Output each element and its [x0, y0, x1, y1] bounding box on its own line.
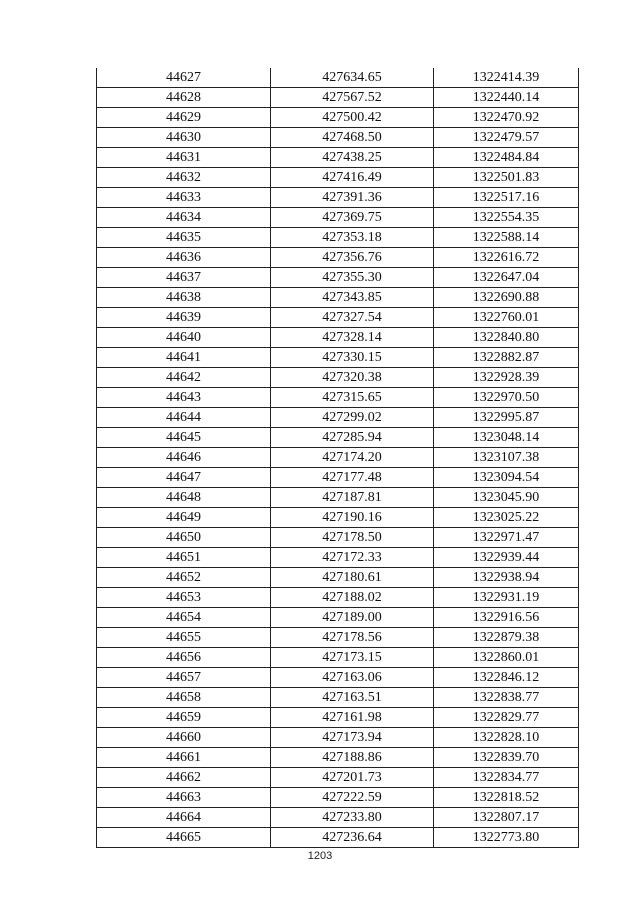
y-coordinate-cell: 1322931.19 — [434, 588, 579, 608]
page-number: 1203 — [307, 850, 333, 862]
y-coordinate-cell: 1323048.14 — [434, 428, 579, 448]
table-row — [97, 128, 579, 148]
point-id-cell: 44630 — [97, 128, 271, 148]
x-coordinate-cell: 427330.15 — [271, 348, 434, 368]
point-id-cell: 44643 — [97, 388, 271, 408]
y-coordinate-cell: 1322554.35 — [434, 208, 579, 228]
point-id-cell: 44640 — [97, 328, 271, 348]
table-row — [97, 448, 579, 468]
table-row — [97, 308, 579, 328]
y-coordinate-cell: 1322828.10 — [434, 728, 579, 748]
y-coordinate-cell: 1322839.70 — [434, 748, 579, 768]
x-coordinate-cell: 427567.52 — [271, 88, 434, 108]
x-coordinate-cell: 427353.18 — [271, 228, 434, 248]
point-id-cell: 44662 — [97, 768, 271, 788]
x-coordinate-cell: 427188.86 — [271, 748, 434, 768]
y-coordinate-cell: 1322588.14 — [434, 228, 579, 248]
y-coordinate-cell: 1322971.47 — [434, 528, 579, 548]
x-coordinate-cell: 427328.14 — [271, 328, 434, 348]
x-coordinate-cell: 427343.85 — [271, 288, 434, 308]
x-coordinate-cell: 427233.80 — [271, 808, 434, 828]
table-row — [97, 108, 579, 128]
y-coordinate-cell: 1322479.57 — [434, 128, 579, 148]
point-id-cell: 44657 — [97, 668, 271, 688]
table-row — [97, 168, 579, 188]
y-coordinate-cell: 1322501.83 — [434, 168, 579, 188]
x-coordinate-cell: 427222.59 — [271, 788, 434, 808]
x-coordinate-cell: 427187.81 — [271, 488, 434, 508]
table-row — [97, 688, 579, 708]
x-coordinate-cell: 427161.98 — [271, 708, 434, 728]
y-coordinate-cell: 1322647.04 — [434, 268, 579, 288]
point-id-cell: 44644 — [97, 408, 271, 428]
table-row — [97, 188, 579, 208]
y-coordinate-cell: 1322846.12 — [434, 668, 579, 688]
table-row — [97, 488, 579, 508]
point-id-cell: 44633 — [97, 188, 271, 208]
y-coordinate-cell: 1322440.14 — [434, 88, 579, 108]
point-id-cell: 44659 — [97, 708, 271, 728]
point-id-cell: 44647 — [97, 468, 271, 488]
y-coordinate-cell: 1322414.39 — [434, 68, 579, 88]
x-coordinate-cell: 427356.76 — [271, 248, 434, 268]
point-id-cell: 44635 — [97, 228, 271, 248]
x-coordinate-cell: 427177.48 — [271, 468, 434, 488]
table-row — [97, 768, 579, 788]
y-coordinate-cell: 1323025.22 — [434, 508, 579, 528]
point-id-cell: 44639 — [97, 308, 271, 328]
table-row — [97, 348, 579, 368]
point-id-cell: 44650 — [97, 528, 271, 548]
x-coordinate-cell: 427391.36 — [271, 188, 434, 208]
y-coordinate-cell: 1322938.94 — [434, 568, 579, 588]
table-row — [97, 628, 579, 648]
point-id-cell: 44652 — [97, 568, 271, 588]
point-id-cell: 44653 — [97, 588, 271, 608]
point-id-cell: 44651 — [97, 548, 271, 568]
table-row — [97, 288, 579, 308]
y-coordinate-cell: 1322840.80 — [434, 328, 579, 348]
table-row — [97, 428, 579, 448]
y-coordinate-cell: 1322970.50 — [434, 388, 579, 408]
table-row — [97, 368, 579, 388]
coordinates-table-body — [97, 68, 579, 848]
point-id-cell: 44646 — [97, 448, 271, 468]
y-coordinate-cell: 1322484.84 — [434, 148, 579, 168]
y-coordinate-cell: 1322829.77 — [434, 708, 579, 728]
x-coordinate-cell: 427320.38 — [271, 368, 434, 388]
y-coordinate-cell: 1322879.38 — [434, 628, 579, 648]
y-coordinate-cell: 1322860.01 — [434, 648, 579, 668]
y-coordinate-cell: 1322834.77 — [434, 768, 579, 788]
x-coordinate-cell: 427188.02 — [271, 588, 434, 608]
x-coordinate-cell: 427236.64 — [271, 828, 434, 848]
table-row — [97, 788, 579, 808]
y-coordinate-cell: 1322838.77 — [434, 688, 579, 708]
table-row — [97, 88, 579, 108]
table-row — [97, 208, 579, 228]
y-coordinate-cell: 1322760.01 — [434, 308, 579, 328]
table-row — [97, 828, 579, 848]
y-coordinate-cell: 1323094.54 — [434, 468, 579, 488]
table-row — [97, 388, 579, 408]
table-row — [97, 408, 579, 428]
x-coordinate-cell: 427163.06 — [271, 668, 434, 688]
x-coordinate-cell: 427201.73 — [271, 768, 434, 788]
table-row — [97, 748, 579, 768]
point-id-cell: 44634 — [97, 208, 271, 228]
table-row — [97, 68, 579, 88]
x-coordinate-cell: 427189.00 — [271, 608, 434, 628]
point-id-cell: 44663 — [97, 788, 271, 808]
table-row — [97, 248, 579, 268]
y-coordinate-cell: 1322690.88 — [434, 288, 579, 308]
point-id-cell: 44627 — [97, 68, 271, 88]
x-coordinate-cell: 427180.61 — [271, 568, 434, 588]
x-coordinate-cell: 427416.49 — [271, 168, 434, 188]
x-coordinate-cell: 427173.94 — [271, 728, 434, 748]
table-row — [97, 708, 579, 728]
point-id-cell: 44658 — [97, 688, 271, 708]
point-id-cell: 44665 — [97, 828, 271, 848]
table-row — [97, 508, 579, 528]
point-id-cell: 44637 — [97, 268, 271, 288]
y-coordinate-cell: 1322773.80 — [434, 828, 579, 848]
x-coordinate-cell: 427172.33 — [271, 548, 434, 568]
y-coordinate-cell: 1322807.17 — [434, 808, 579, 828]
x-coordinate-cell: 427327.54 — [271, 308, 434, 328]
x-coordinate-cell: 427285.94 — [271, 428, 434, 448]
x-coordinate-cell: 427178.56 — [271, 628, 434, 648]
x-coordinate-cell: 427438.25 — [271, 148, 434, 168]
point-id-cell: 44629 — [97, 108, 271, 128]
y-coordinate-cell: 1322470.92 — [434, 108, 579, 128]
table-row — [97, 468, 579, 488]
table-row — [97, 608, 579, 628]
point-id-cell: 44638 — [97, 288, 271, 308]
x-coordinate-cell: 427173.15 — [271, 648, 434, 668]
point-id-cell: 44655 — [97, 628, 271, 648]
table-row — [97, 588, 579, 608]
y-coordinate-cell: 1322916.56 — [434, 608, 579, 628]
x-coordinate-cell: 427315.65 — [271, 388, 434, 408]
point-id-cell: 44654 — [97, 608, 271, 628]
point-id-cell: 44656 — [97, 648, 271, 668]
x-coordinate-cell: 427355.30 — [271, 268, 434, 288]
point-id-cell: 44661 — [97, 748, 271, 768]
table-row — [97, 648, 579, 668]
y-coordinate-cell: 1323107.38 — [434, 448, 579, 468]
x-coordinate-cell: 427174.20 — [271, 448, 434, 468]
table-row — [97, 668, 579, 688]
point-id-cell: 44664 — [97, 808, 271, 828]
y-coordinate-cell: 1323045.90 — [434, 488, 579, 508]
table-row — [97, 548, 579, 568]
point-id-cell: 44660 — [97, 728, 271, 748]
y-coordinate-cell: 1322939.44 — [434, 548, 579, 568]
table-row — [97, 808, 579, 828]
table-row — [97, 528, 579, 548]
y-coordinate-cell: 1322928.39 — [434, 368, 579, 388]
y-coordinate-cell: 1322517.16 — [434, 188, 579, 208]
x-coordinate-cell: 427163.51 — [271, 688, 434, 708]
y-coordinate-cell: 1322818.52 — [434, 788, 579, 808]
x-coordinate-cell: 427178.50 — [271, 528, 434, 548]
point-id-cell: 44641 — [97, 348, 271, 368]
x-coordinate-cell: 427299.02 — [271, 408, 434, 428]
x-coordinate-cell: 427468.50 — [271, 128, 434, 148]
point-id-cell: 44645 — [97, 428, 271, 448]
point-id-cell: 44631 — [97, 148, 271, 168]
table-row — [97, 728, 579, 748]
point-id-cell: 44642 — [97, 368, 271, 388]
point-id-cell: 44632 — [97, 168, 271, 188]
point-id-cell: 44648 — [97, 488, 271, 508]
y-coordinate-cell: 1322882.87 — [434, 348, 579, 368]
table-row — [97, 328, 579, 348]
coordinates-table — [96, 68, 579, 848]
table-row — [97, 228, 579, 248]
point-id-cell: 44636 — [97, 248, 271, 268]
x-coordinate-cell: 427500.42 — [271, 108, 434, 128]
x-coordinate-cell: 427190.16 — [271, 508, 434, 528]
table-row — [97, 568, 579, 588]
point-id-cell: 44628 — [97, 88, 271, 108]
table-row — [97, 148, 579, 168]
x-coordinate-cell: 427634.65 — [271, 68, 434, 88]
point-id-cell: 44649 — [97, 508, 271, 528]
y-coordinate-cell: 1322616.72 — [434, 248, 579, 268]
x-coordinate-cell: 427369.75 — [271, 208, 434, 228]
y-coordinate-cell: 1322995.87 — [434, 408, 579, 428]
table-row — [97, 268, 579, 288]
